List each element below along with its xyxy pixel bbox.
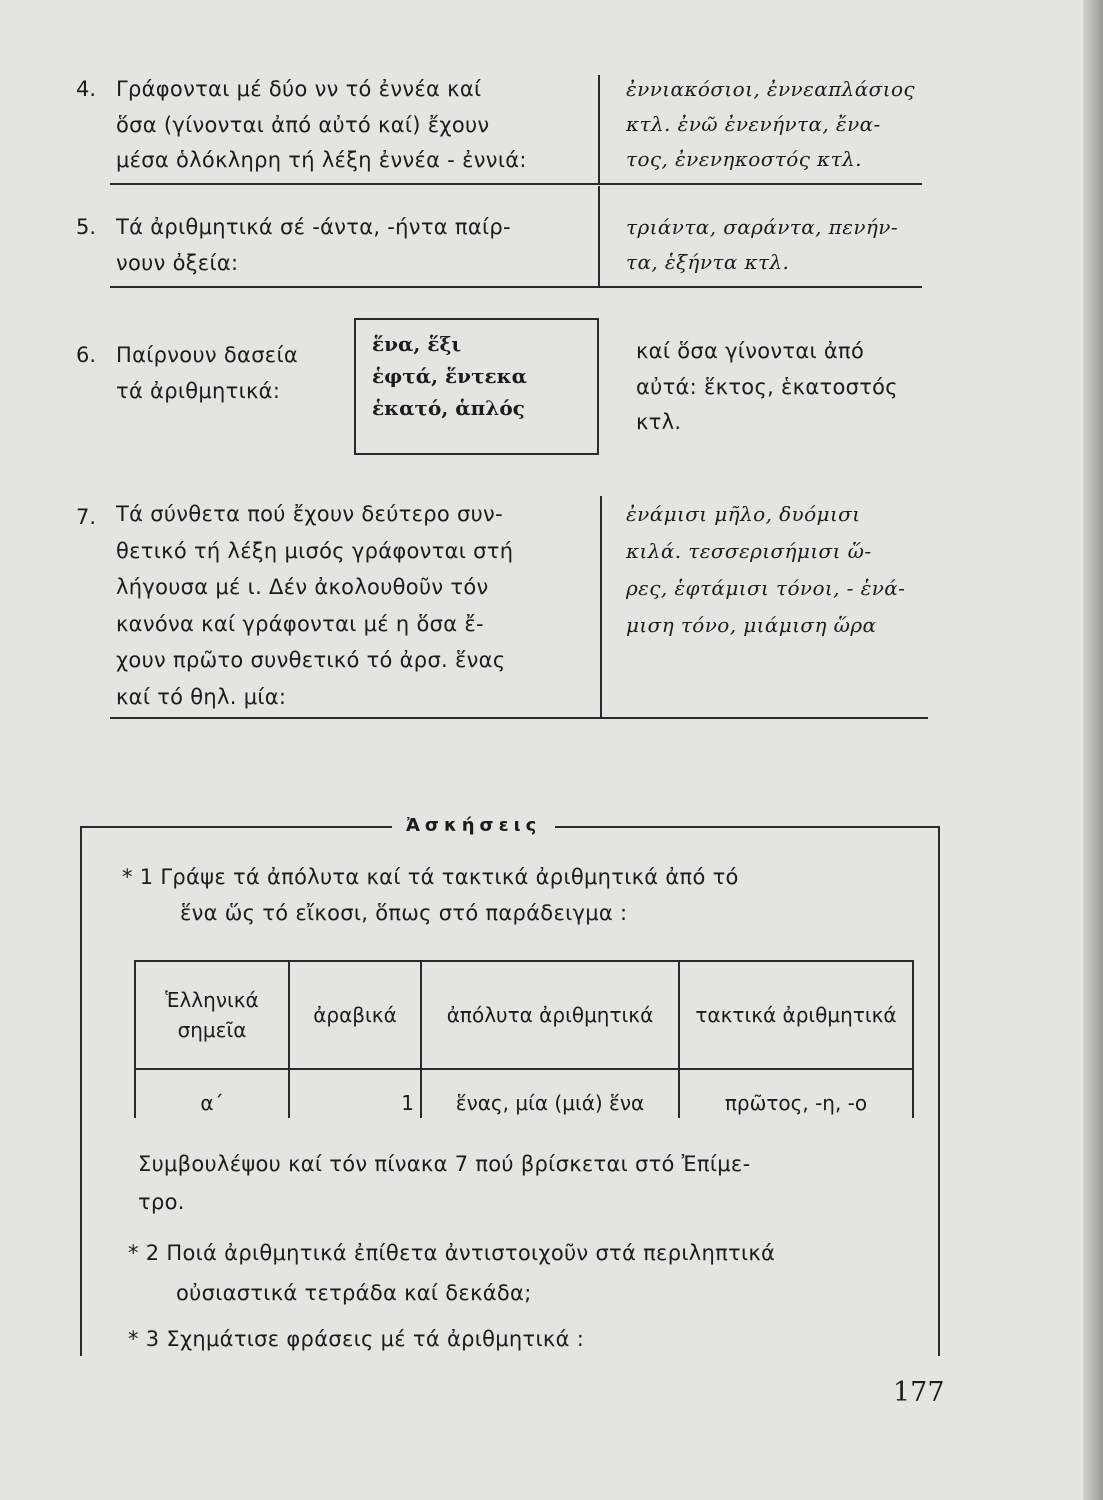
exercise-1-line-1: * 1 Γράψε τά ἀπόλυτα καί τά τακτικά ἀριθμητικά ἀπό τό <box>122 865 739 889</box>
boxed-line-1: ἕνα, ἕξι <box>372 332 462 356</box>
exercise-1 <box>122 860 739 931</box>
rule-5-text <box>116 210 511 281</box>
rule-6-line-2: τά ἀριθμητικά: <box>116 378 281 403</box>
rule-6-example-2: αὐτά: ἕκτος, ἑκατοστός <box>636 374 898 399</box>
column-divider <box>598 75 600 183</box>
exercise-2-line-2: οὐσιαστικά τετράδα καί δεκάδα; <box>176 1281 532 1305</box>
advice-line-1: Συμβουλέψου καί τόν πίνακα 7 πού βρίσκεται στό Ἐπίμε- <box>138 1152 751 1176</box>
rule-7-example-1: ἐνάμισι μῆλο, δυόμισι <box>626 502 861 526</box>
exercises-title: Ἀσκήσεις <box>392 812 555 840</box>
rule-4-examples <box>626 72 915 177</box>
rule-4-example-1: ἐννιακόσιοι, ἐννεαπλάσιος <box>626 77 915 101</box>
rule-7-example-3: ρες, ἑφτάμισι τόνοι, - ἑνά- <box>626 576 906 600</box>
page-number: 177 <box>893 1377 945 1408</box>
table-row <box>135 1069 913 1118</box>
rule-4-line-2: ὅσα (γίνονται ἀπό αὐτό καί) ἔχουν <box>116 112 490 137</box>
boxed-line-3: ἑκατό, ἁπλός <box>372 396 525 420</box>
rule-5-example-1: τριάντα, σαράντα, πενήν- <box>626 215 899 239</box>
rule-6-example-1: καί ὅσα γίνονται ἀπό <box>636 339 865 363</box>
header-ordinal: τακτικά ἀριθμητικά <box>679 961 913 1069</box>
advice-line-2: τρο. <box>138 1190 185 1214</box>
rule-7-line-3: λήγουσα μέ ι. Δέν ἀκολουθοῦν τόν <box>116 575 489 599</box>
rule-7-line-1: Τά σύνθετα πού ἔχουν δεύτερο συν- <box>116 502 503 526</box>
rule-6-line-1: Παίρνουν δασεία <box>116 343 299 367</box>
rule-7-number: 7. <box>76 505 97 529</box>
rule-5-examples <box>626 210 898 280</box>
rule-4-example-3: τος, ἐνενηκοστός κτλ. <box>626 147 862 171</box>
rule-7-example-2: κιλά. τεσσερισήμισι ὥ- <box>626 539 872 563</box>
rule-separator <box>110 717 928 719</box>
cell-greek-numeral: α΄ <box>135 1069 289 1118</box>
rule-7-examples <box>626 496 905 644</box>
rule-6-text <box>116 338 298 409</box>
table-header-row <box>135 961 913 1069</box>
rule-7-example-4: μιση τόνο, μιάμιση ὥρα <box>626 613 877 637</box>
rule-4-example-2: κτλ. ἐνῶ ἐνενήντα, ἔνα- <box>626 112 881 136</box>
rule-6-boxed-words <box>354 318 599 455</box>
rule-separator <box>110 183 922 185</box>
advice-text <box>138 1145 750 1221</box>
page-edge <box>1083 0 1103 1500</box>
rule-6-number: 6. <box>76 343 97 367</box>
rule-5-number: 5. <box>76 215 97 239</box>
rule-4-line-3: μέσα ὁλόκληρη τή λέξη ἐννέα - ἐννιά: <box>116 148 527 172</box>
exercise-1-line-2: ἕνα ὥς τό εἴκοσι, ὅπως στό παράδειγμα : <box>180 900 628 925</box>
column-divider <box>598 186 600 286</box>
boxed-words <box>356 320 597 424</box>
header-arabic: ἀραβικά <box>289 961 421 1069</box>
example-table <box>134 960 914 1118</box>
header-greek-numerals: Ἑλληνικά σημεῖα <box>135 961 289 1069</box>
rule-7-line-6: καί τό θηλ. μία: <box>116 684 287 709</box>
exercise-3: * 3 Σχημάτισε φράσεις μέ τά ἀριθμητικά : <box>128 1327 585 1351</box>
rule-7-line-2: θετικό τή λέξη μισός γράφονται στή <box>116 538 514 563</box>
rule-4-text <box>116 72 527 179</box>
rule-6-examples <box>636 334 898 441</box>
column-divider <box>600 496 602 718</box>
rule-5-example-2: τα, ἑξήντα κτλ. <box>626 250 790 274</box>
rule-separator <box>110 286 922 288</box>
rule-4-line-1: Γράφονται μέ δύο νν τό ἐννέα καί <box>116 77 482 101</box>
exercise-2 <box>128 1233 775 1313</box>
rule-7-line-5: χουν πρῶτο συνθετικό τό ἀρσ. ἕνας <box>116 648 506 672</box>
rule-5-line-2: νουν ὀξεία: <box>116 250 239 275</box>
cell-cardinal: ἕνας, μία (μιά) ἕνα <box>421 1069 679 1118</box>
cell-ordinal: πρῶτος, -η, -ο <box>679 1069 913 1118</box>
rule-6-example-3: κτλ. <box>636 410 682 434</box>
rule-7-text <box>116 496 513 715</box>
boxed-line-2: ἑφτά, ἕντεκα <box>372 364 528 388</box>
rule-7-line-4: κανόνα καί γράφονται μέ η ὅσα ἔ- <box>116 611 484 636</box>
rule-5-line-1: Τά ἀριθμητικά σέ -άντα, -ήντα παίρ- <box>116 215 511 239</box>
header-cardinal: ἀπόλυτα ἀριθμητικά <box>421 961 679 1069</box>
cell-arabic: 1 <box>289 1069 421 1118</box>
rule-4-number: 4. <box>76 77 97 101</box>
exercise-2-line-1: * 2 Ποιά ἀριθμητικά ἐπίθετα ἀντιστοιχοῦν στά περιληπτικά <box>128 1241 776 1265</box>
